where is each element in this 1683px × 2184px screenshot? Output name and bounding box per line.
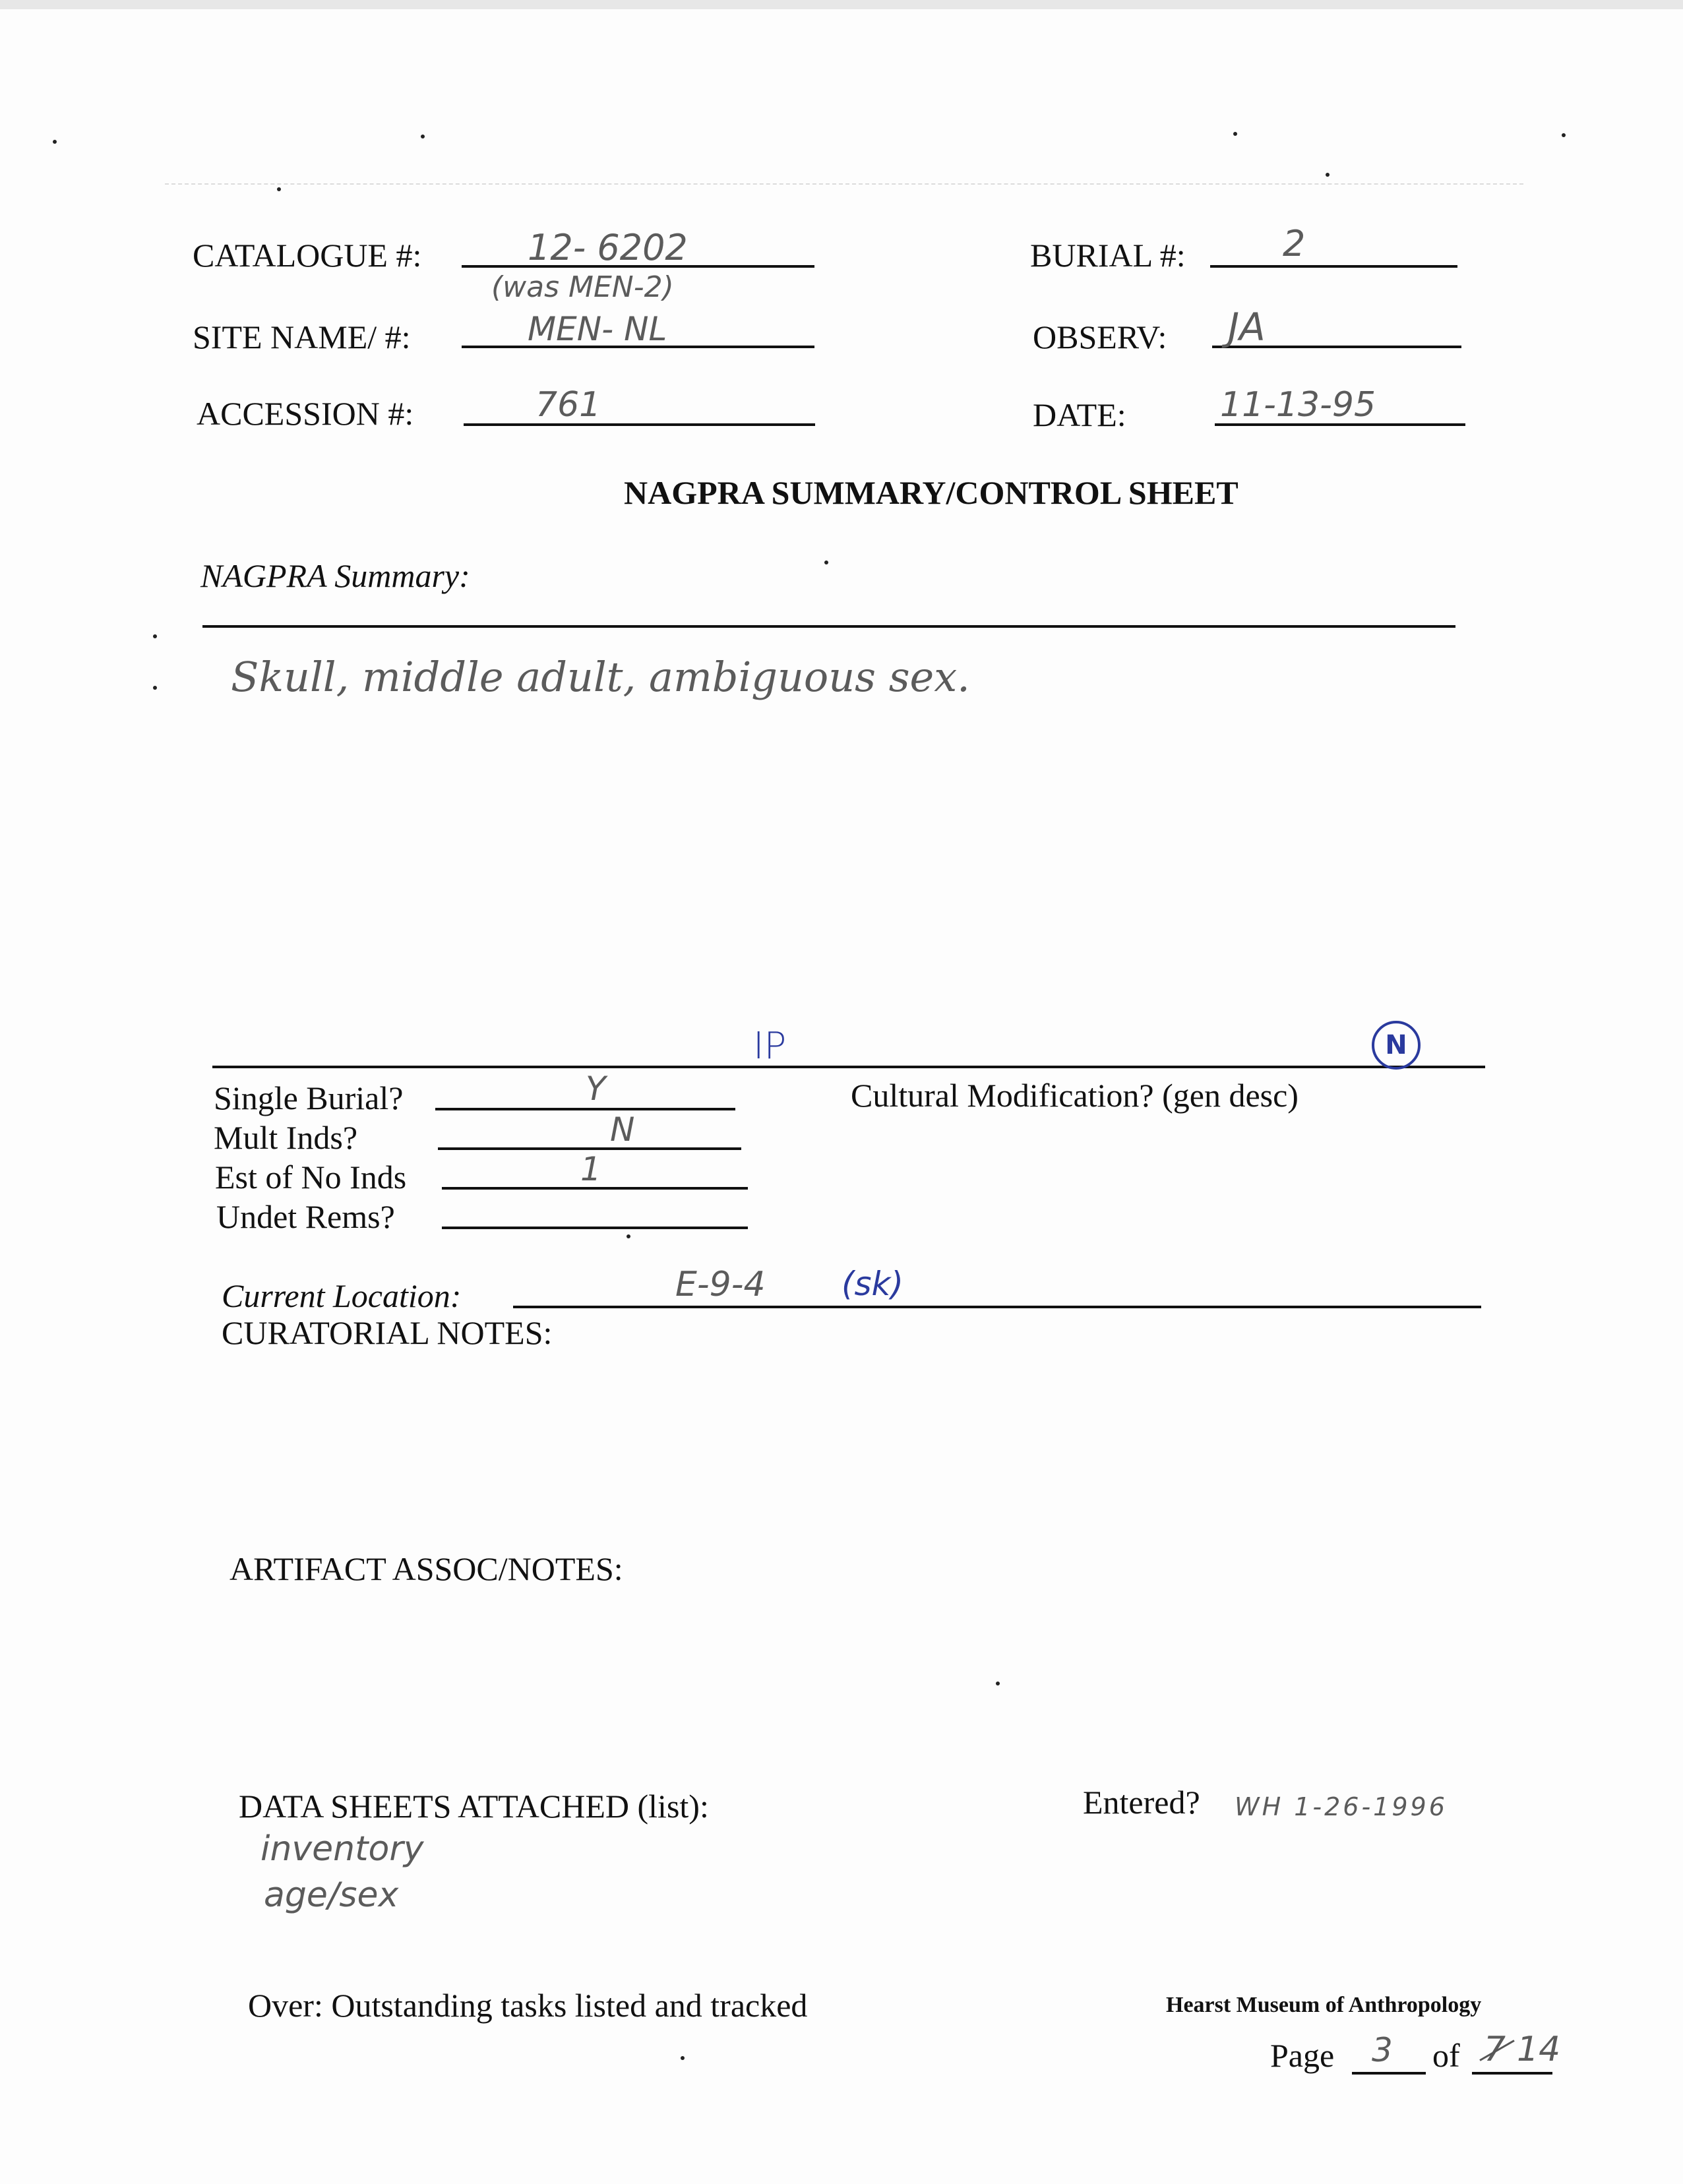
current-location-value: E-9-4 [675,1265,766,1304]
scan-speck [421,135,425,138]
scan-speck [53,140,57,144]
curatorial-notes-label: CURATORIAL NOTES: [222,1314,553,1351]
scan-speck [627,1234,630,1238]
observer-value: JA [1228,305,1266,349]
circled-n-mark: N [1372,1021,1421,1070]
page-number: 3 [1372,2031,1393,2069]
observer-label: OBSERV: [1033,318,1167,355]
scan-speck [153,634,157,638]
undet-rems-label: Undet Rems? [216,1198,395,1235]
mult-inds-label: Mult Inds? [214,1119,358,1156]
burial-value: 2 [1283,223,1306,264]
date-label: DATE: [1033,396,1126,433]
single-burial-label: Single Burial? [214,1079,404,1116]
perforation-line [165,183,1523,185]
catalogue-label: CATALOGUE #: [193,237,422,274]
current-location-underline [513,1306,1481,1308]
data-sheets-label: DATA SHEETS ATTACHED (list): [239,1788,709,1825]
page-title: NAGPRA SUMMARY/CONTROL SHEET [624,474,1239,511]
date-value: 11-13-95 [1220,385,1376,425]
accession-underline [464,423,815,426]
scan-speck [996,1682,1000,1685]
page-number-underline [1352,2072,1426,2075]
entered-value: WH 1-26-1996 [1235,1792,1448,1821]
est-inds-label: Est of No Inds [215,1159,407,1196]
accession-label: ACCESSION #: [197,395,414,432]
ip-mark: IP [753,1025,787,1068]
current-location-sk: (sk) [842,1265,904,1303]
scan-speck [1233,132,1237,136]
scan-speck [1562,133,1566,137]
entered-label: Entered? [1083,1784,1200,1821]
total-pages-underline [1472,2072,1552,2075]
total-pages: 14 [1517,2030,1561,2069]
scan-speck [1326,173,1330,177]
summary-label: NAGPRA Summary: [200,557,470,594]
cultural-modification-label: Cultural Modification? (gen desc) [851,1077,1299,1114]
current-location-label: Current Location: [222,1277,462,1314]
scan-edge [0,0,1683,9]
page-label: Page [1270,2037,1335,2074]
data-sheet-item: age/sex [264,1875,399,1915]
site-name-value: MEN- NL [528,310,667,348]
scan-speck [824,561,828,564]
mult-inds-value: N [610,1110,635,1149]
total-pages-struck: 7 [1484,2030,1506,2069]
catalogue-value: 12- 6202 [528,227,688,268]
burial-label: BURIAL #: [1030,237,1186,274]
summary-value: Skull, middle adult, ambiguous sex. [231,653,970,701]
outstanding-tasks-note: Over: Outstanding tasks listed and tracked [248,1987,808,2024]
scan-speck [153,686,157,690]
section-divider [212,1066,1485,1068]
data-sheet-item: inventory [260,1829,424,1869]
single-burial-underline [435,1108,735,1110]
museum-name: Hearst Museum of Anthropology [1166,1993,1482,2017]
catalogue-note: (was MEN-2) [491,270,674,304]
site-name-label: SITE NAME/ #: [193,318,411,355]
single-burial-value: Y [586,1070,606,1108]
summary-underline [202,625,1455,628]
undet-rems-underline [442,1227,748,1229]
artifact-notes-label: ARTIFACT ASSOC/NOTES: [229,1550,623,1587]
of-label: of [1432,2037,1460,2074]
scan-speck [681,2056,685,2060]
scan-speck [277,187,281,191]
est-inds-value: 1 [580,1150,601,1188]
burial-underline [1210,265,1457,268]
accession-value: 761 [536,385,601,425]
